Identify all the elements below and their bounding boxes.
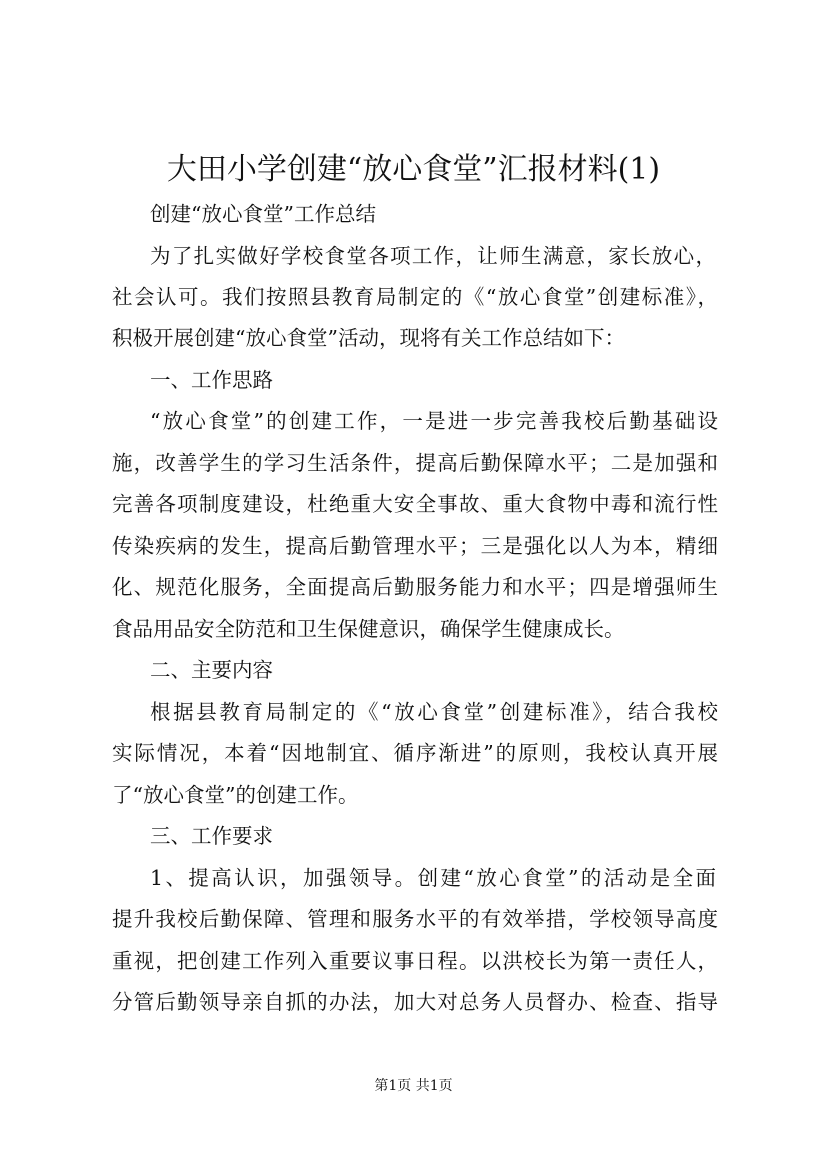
paragraph-line: 传染疾病的发生，提高后勤管理水平；三是强化以人为本，精细	[112, 534, 718, 558]
paragraph-line: 化、规范化服务，全面提高后勤服务能力和水平；四是增强师生	[112, 575, 718, 599]
section-heading: 二、主要内容	[150, 658, 273, 682]
paragraph-line: 施，改善学生的学习生活条件，提高后勤保障水平；二是加强和	[112, 451, 718, 475]
paragraph-line: 实际情况，本着“因地制宜、循序渐进”的原则，我校认真开展	[112, 741, 718, 765]
paragraph-line: 食品用品安全防范和卫生保健意识，确保学生健康成长。	[112, 617, 625, 641]
paragraph-line: 社会认可。我们按照县教育局制定的《“放心食堂”创建标准》，	[112, 285, 718, 309]
section-heading: 一、工作思路	[150, 368, 273, 392]
paragraph-line: 完善各项制度建设，杜绝重大安全事故、重大食物中毒和流行性	[112, 492, 718, 516]
paragraph-line: 积极开展创建“放心食堂”活动，现将有关工作总结如下：	[112, 326, 625, 350]
paragraph-line: “放心食堂”的创建工作，一是进一步完善我校后勤基础设	[150, 409, 718, 433]
document-title: 大田小学创建“放心食堂”汇报材料(1)	[166, 152, 661, 187]
paragraph-line: 提升我校后勤保障、管理和服务水平的有效举措，学校领导高度	[112, 907, 718, 931]
paragraph-line: 了“放心食堂”的创建工作。	[112, 783, 359, 807]
page-number-footer: 第1页 共1页	[374, 1078, 453, 1094]
paragraph-line: 分管后勤领导亲自抓的办法，加大对总务人员督办、检查、指导	[112, 990, 718, 1014]
paragraph-line: 重视，把创建工作列入重要议事日程。以洪校长为第一责任人，	[112, 949, 718, 973]
paragraph-line: 1、提高认识，加强领导。创建“放心食堂”的活动是全面	[150, 866, 716, 890]
section-heading: 创建“放心食堂”工作总结	[150, 202, 376, 226]
section-heading: 三、工作要求	[150, 824, 273, 848]
paragraph-line: 为了扎实做好学校食堂各项工作，让师生满意，家长放心，	[150, 244, 716, 268]
paragraph-line: 根据县教育局制定的《“放心食堂”创建标准》，结合我校	[150, 700, 718, 724]
